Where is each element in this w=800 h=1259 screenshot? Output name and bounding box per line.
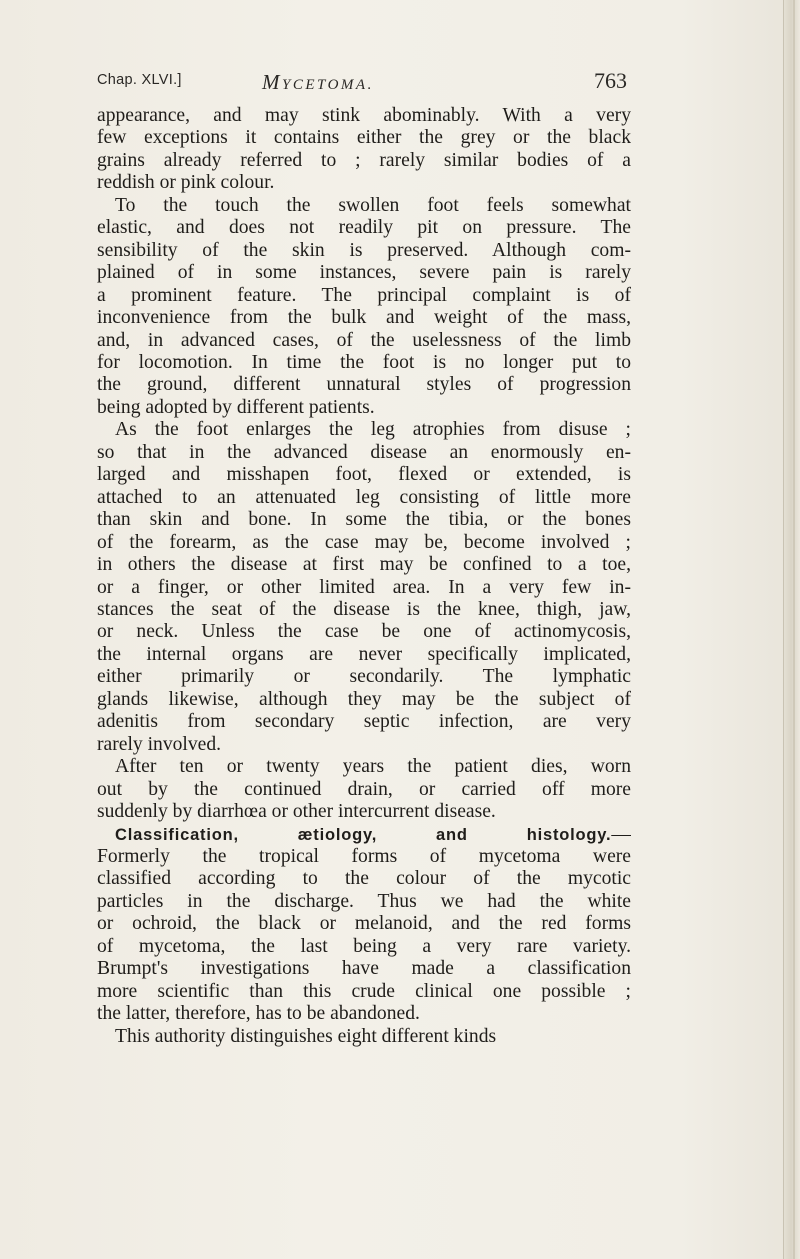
text-line: classified according to the colour of the mycotic xyxy=(97,868,631,890)
text-line: Brumpt's investigations have made a classification xyxy=(97,958,631,980)
text-line: the internal organs are never specifically implicated, xyxy=(97,643,631,665)
text-line: elastic, and does not readily pit on pressure. The xyxy=(97,217,631,239)
text-line: suddenly by diarrhœa or other intercurrent disease. xyxy=(97,801,496,823)
text-line: As the foot enlarges the leg atrophies from disuse ; xyxy=(115,419,631,441)
page-edge xyxy=(783,0,800,1259)
text-line: particles in the discharge. Thus we had the white xyxy=(97,890,631,912)
paragraph xyxy=(97,195,631,420)
running-title-initial: M xyxy=(262,70,282,94)
text-line: stances the seat of the disease is the knee, thigh, jaw, xyxy=(97,598,631,620)
paragraph xyxy=(97,105,631,195)
text-line: grains already referred to ; rarely similar bodies of a xyxy=(97,149,631,171)
text-line: reddish or pink colour. xyxy=(97,172,275,194)
running-title-rest: YCETOMA. xyxy=(282,77,374,93)
text-line: larged and misshapen foot, flexed or extended, is xyxy=(97,464,631,486)
text-line: or a finger, or other limited area. In a very few in- xyxy=(97,576,631,598)
text-line: appearance, and may stink abominably. With a very xyxy=(97,105,631,126)
paragraph xyxy=(97,419,631,756)
paragraph xyxy=(97,824,631,1026)
text-line: attached to an attenuated leg consisting of little more xyxy=(97,486,631,508)
text-line: more scientific than this crude clinical one possible ; xyxy=(97,980,631,1002)
text-line: rarely involved. xyxy=(97,733,222,755)
text-line: Formerly the tropical forms of mycetoma were xyxy=(97,845,631,867)
text-line: than skin and bone. In some the tibia, or the bones xyxy=(97,509,631,531)
text-line: inconvenience from the bulk and weight of the mass, xyxy=(97,307,631,329)
text-line: in others the disease at first may be confined to a toe, xyxy=(97,554,631,576)
text-line: few exceptions it contains either the grey or the black xyxy=(97,127,631,149)
text-line: This authority distinguishes eight different kinds xyxy=(115,1025,497,1047)
text-line: After ten or twenty years the patient dies, worn xyxy=(115,756,631,778)
body-text xyxy=(97,105,631,1048)
text-line: the ground, different unnatural styles of progression xyxy=(97,374,631,396)
text-line: for locomotion. In time the foot is no longer put to xyxy=(97,351,631,373)
text-line: and, in advanced cases, of the uselessness of the limb xyxy=(97,329,631,351)
paragraph xyxy=(97,756,631,823)
text-line: either primarily or secondarily. The lymphatic xyxy=(97,666,631,688)
text-line: adenitis from secondary septic infection, are very xyxy=(97,711,631,733)
text-line: a prominent feature. The principal complaint is of xyxy=(97,284,631,306)
chapter-label: Chap. XLVI.] xyxy=(97,72,182,88)
text-line: or neck. Unless the case be one of actinomycosis, xyxy=(97,621,631,643)
text-line: of the forearm, as the case may be, become involved ; xyxy=(97,531,631,553)
section-heading-dash: — xyxy=(611,823,631,845)
text-line: plained of in some instances, severe pain is rarely xyxy=(97,262,631,284)
text-line: being adopted by different patients. xyxy=(97,396,375,418)
text-line: of mycetoma, the last being a very rare variety. xyxy=(97,935,631,957)
section-heading: Classification, ætiology, and histology. xyxy=(115,825,612,844)
text-line: glands likewise, although they may be the subject of xyxy=(97,688,631,710)
text-line: so that in the advanced disease an enormously en- xyxy=(97,441,631,463)
text-line: or ochroid, the black or melanoid, and the red forms xyxy=(97,913,631,935)
section-heading-line xyxy=(97,824,631,846)
text-line: out by the continued drain, or carried off more xyxy=(97,778,631,800)
page-header xyxy=(97,70,627,100)
text-line: sensibility of the skin is preserved. Although com- xyxy=(97,239,631,261)
running-title xyxy=(262,70,374,95)
text-line: To the touch the swollen foot feels somewhat xyxy=(115,194,631,216)
page-number: 763 xyxy=(594,68,627,93)
paragraph xyxy=(97,1026,631,1048)
text-line: the latter, therefore, has to be abandoned. xyxy=(97,1003,420,1025)
